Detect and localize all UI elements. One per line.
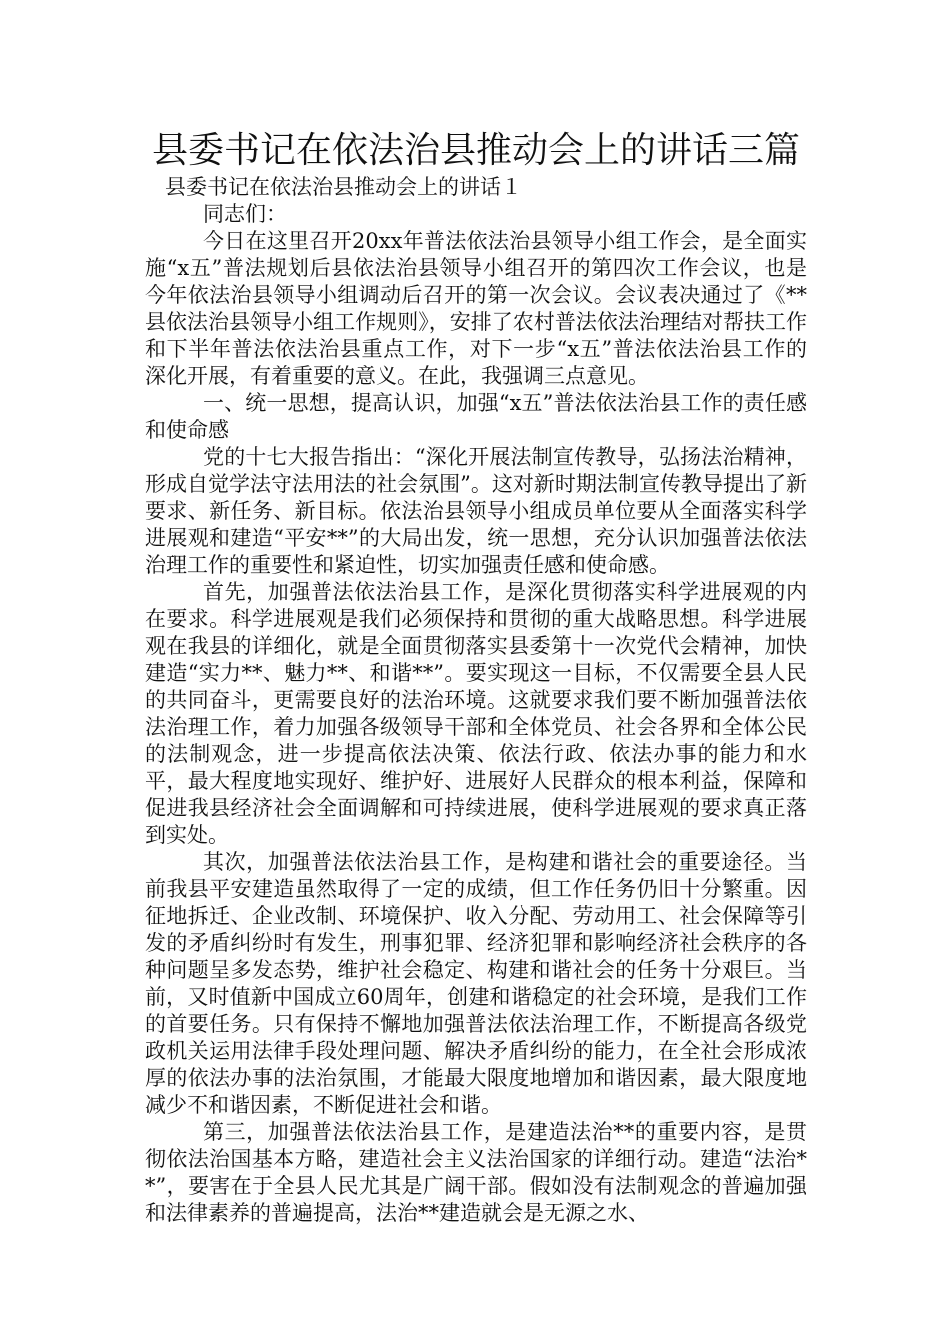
document-page bbox=[145, 128, 807, 1227]
paragraph-opening: 今日在这里召开20xx年普法依法治县领导小组工作会，是全面实施“x五”普法规划后县依法治县领导小组召开的第四次工作会议，也是今年依法治县领导小组调动后召开的第一次会议。会议表决通过了《**县依法治县领导小组工作规则》，安排了农村普法依法治理结对帮扶工作和下半年普法依法治县重点工作，对下一步“x五”普法依法治县工作的深化开展，有着重要的意义。在此，我强调三点意见。 bbox=[145, 229, 807, 388]
paragraph-second: 其次，加强普法依法治县工作，是构建和谐社会的重要途径。当前我县平安建造虽然取得了一定的成绩，但工作任务仍旧十分繁重。因征地拆迁、企业改制、环境保护、收入分配、劳动用工、社会保障等引发的矛盾纠纷时有发生，刑事犯罪、经济犯罪和影响经济社会秩序的各种问题呈多发态势，维护社会稳定、构建和谐社会的任务十分艰巨。当前，又时值新中国成立60周年，创建和谐稳定的社会环境，是我们工作的首要任务。只有保持不懈地加强普法依法治理工作，不断提高各级党政机关运用法律手段处理问题、解决矛盾纠纷的能力，在全社会形成浓厚的依法办事的法治氛围，才能最大限度地增加和谐因素，最大限度地减少不和谐因素，不断促进社会和谐。 bbox=[145, 850, 807, 1117]
document-title: 县委书记在依法治县推动会上的讲话三篇 bbox=[151, 130, 800, 171]
paragraph-first: 首先，加强普法依法治县工作，是深化贯彻落实科学进展观的内在要求。科学进展观是我们必须保持和贯彻的重大战略思想。科学进展观在我县的详细化，就是全面贯彻落实县委第十一次党代会精神，加快建造“实力**、魅力**、和谐**”。要实现这一目标，不仅需要全县人民的共同奋斗，更需要良好的法治环境。这就要求我们要不断加强普法依法治理工作，着力加强各级领导干部和全体党员、社会各界和全体公民的法制观念，进一步提高依法决策、依法行政、依法办事的能力和水平，最大程度地实现好、维护好、进展好人民群众的根本利益，保障和促进我县经济社会全面调解和可持续进展，使科学进展观的要求真正落到实处。 bbox=[145, 580, 807, 847]
section-heading-1: 一、统一思想，提高认识，加强“x五”普法依法治县工作的责任感和使命感 bbox=[145, 391, 807, 442]
paragraph-third: 第三，加强普法依法治县工作，是建造法治**的重要内容，是贯彻依法治国基本方略，建造社会主义法治国家的详细行动。建造“法治**”，要害在于全县人民尤其是广阔干部。假如没有法制观念的普遍加强和法律素养的普遍提高，法治**建造就会是无源之水、 bbox=[145, 1120, 807, 1225]
paragraph-report: 党的十七大报告指出：“深化开展法制宣传教导，弘扬法治精神，形成自觉学法守法用法的社会氛围”。这对新时期法制宣传教导提出了新要求、新任务、新目标。依法治县领导小组成员单位要从全面落实科学进展观和建造“平安**”的大局出发，统一思想，充分认识加强普法依法治理工作的重要性和紧迫性，切实加强责任感和使命感。 bbox=[145, 445, 807, 577]
document-subtitle: 县委书记在依法治县推动会上的讲话１ bbox=[165, 175, 522, 199]
greeting: 同志们： bbox=[203, 202, 287, 226]
